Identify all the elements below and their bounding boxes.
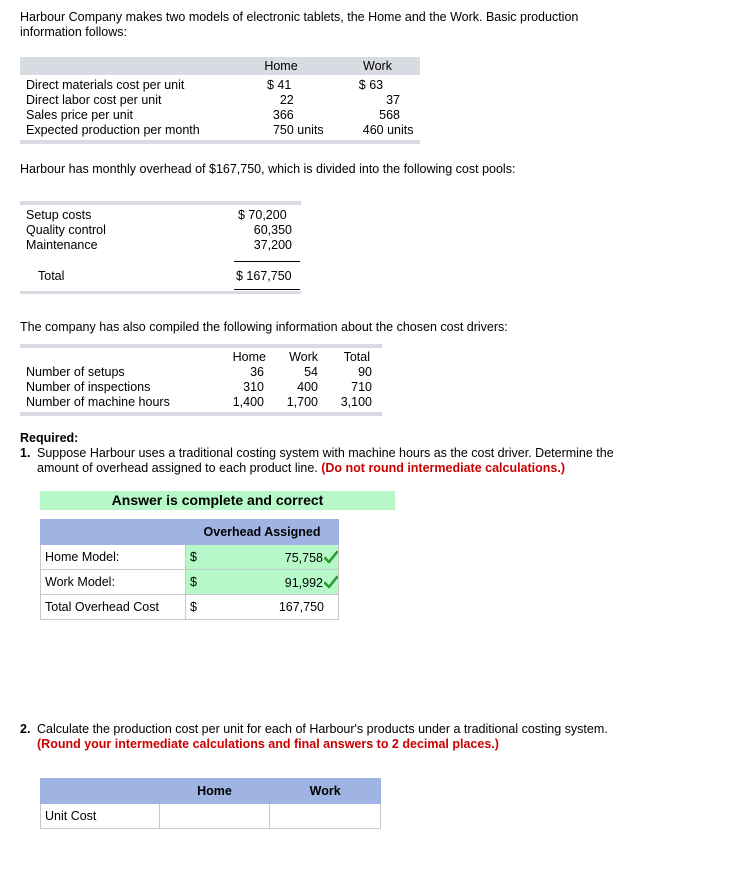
row-label: Number of inspections <box>26 380 151 394</box>
production-table <box>20 57 420 144</box>
intro-text <box>20 10 720 40</box>
work-value: $ 63 <box>358 78 384 92</box>
q2-note: (Round your intermediate calculations and final answers to 2 decimal places.) <box>37 737 499 751</box>
home-value: 22 <box>279 93 294 107</box>
home-value: $ 41 <box>266 78 292 92</box>
drivers-intro: The company has also compiled the following information about the chosen cost drivers: <box>20 320 508 334</box>
q1-home-value: 75,758 <box>284 550 323 565</box>
table-row <box>20 93 420 108</box>
table-row <box>41 595 339 620</box>
table-row <box>41 545 339 570</box>
cost-pools-total-label: Total <box>38 269 65 283</box>
drivers-col-total: Total <box>343 350 370 364</box>
row-label: Maintenance <box>26 238 98 252</box>
drivers-bottom-bar <box>20 412 382 416</box>
production-rows <box>20 78 420 138</box>
home-value: 1,400 <box>232 395 264 409</box>
q2-home-unit-cost-input[interactable] <box>159 804 270 829</box>
production-footer-bar <box>20 140 420 144</box>
row-label: Quality control <box>26 223 106 237</box>
total-value: 3,100 <box>340 395 372 409</box>
row-label: Direct materials cost per unit <box>26 78 185 92</box>
q2-line-1: Calculate the production cost per unit for each of Harbour's products under a traditional costing system. <box>37 722 608 736</box>
cost-pools-top-bar <box>20 201 301 205</box>
q1-dollar: $ <box>186 570 203 595</box>
cost-pools-bottom-bar <box>20 291 301 294</box>
table-row <box>20 380 382 395</box>
overhead-intro: Harbour has monthly overhead of $167,750, which is divided into the following cost pools: <box>20 162 516 176</box>
total-value: 710 <box>351 380 372 394</box>
total-rule-1 <box>234 289 300 290</box>
production-col-work: Work <box>363 59 392 73</box>
work-value: 54 <box>304 365 318 379</box>
drivers-col-work: Work <box>289 350 318 364</box>
table-row <box>20 123 420 138</box>
table-row <box>20 208 300 223</box>
required-heading: Required: <box>20 431 79 445</box>
drivers-top-bar <box>20 344 382 348</box>
work-value: 460 units <box>362 123 414 137</box>
drivers-col-home: Home <box>232 350 266 364</box>
table-row <box>20 238 300 253</box>
answer-banner-text: Answer is complete and correct <box>111 492 324 508</box>
intro-line-2: information follows: <box>20 25 127 39</box>
cost-pools-rows <box>20 208 300 253</box>
row-value: 37,200 <box>253 238 292 252</box>
q1-dollar: $ <box>186 545 203 570</box>
table-row <box>41 804 381 829</box>
home-value: 36 <box>250 365 264 379</box>
home-value: 310 <box>243 380 264 394</box>
total-value: 90 <box>358 365 372 379</box>
table-row <box>20 78 420 93</box>
check-icon <box>324 550 338 564</box>
q1-header-blank <box>41 520 186 545</box>
production-col-home: Home <box>264 59 298 73</box>
table-row <box>41 570 339 595</box>
required-section <box>20 431 720 476</box>
row-label: Direct labor cost per unit <box>26 93 162 107</box>
home-value: 750 units <box>272 123 324 137</box>
q1-row-label: Home Model: <box>41 545 186 570</box>
q1-total-value: 167,750 <box>202 595 339 620</box>
drivers-rows <box>20 350 382 410</box>
q1-home-answer-field[interactable] <box>202 545 339 570</box>
row-label: Number of machine hours <box>26 395 170 409</box>
q2-col-home: Home <box>159 779 270 804</box>
q2-answer-table <box>40 778 381 829</box>
drivers-table <box>20 344 382 416</box>
row-label: Number of setups <box>26 365 125 379</box>
table-row <box>20 223 300 238</box>
work-value: 37 <box>386 93 400 107</box>
row-value: $ 70,200 <box>238 208 287 222</box>
cost-pools-table <box>20 201 301 283</box>
q2-number: 2. <box>20 722 31 736</box>
table-row <box>20 350 382 365</box>
row-label: Sales price per unit <box>26 108 134 122</box>
cost-pools-total-value: $ 167,750 <box>236 269 292 283</box>
subtotal-rule <box>234 261 300 262</box>
q2-header-blank <box>41 779 160 804</box>
table-row <box>20 108 420 123</box>
check-icon <box>324 575 338 589</box>
row-label: Expected production per month <box>26 123 200 137</box>
work-value: 1,700 <box>286 395 318 409</box>
q1-answer-table <box>40 519 339 620</box>
row-label: Setup costs <box>26 208 92 222</box>
q2-row-label: Unit Cost <box>41 804 160 829</box>
q1-number: 1. <box>20 446 31 460</box>
home-value: 366 <box>272 108 294 122</box>
q1-header-overhead: Overhead Assigned <box>186 520 339 545</box>
q2-col-work: Work <box>270 779 381 804</box>
table-row <box>20 365 382 380</box>
q1-note: (Do not round intermediate calculations.) <box>321 461 566 475</box>
q1-row-label: Total Overhead Cost <box>41 595 186 620</box>
q1-line-1: Suppose Harbour uses a traditional costing system with machine hours as the cost driver. Determine the <box>37 446 614 460</box>
q1-work-value: 91,992 <box>284 575 323 590</box>
intro-line-1: Harbour Company makes two models of electronic tablets, the Home and the Work. Basic production <box>20 10 579 24</box>
q1-work-answer-field[interactable] <box>202 570 339 595</box>
q2-section <box>20 722 730 752</box>
q2-work-unit-cost-input[interactable] <box>270 804 381 829</box>
work-value: 400 <box>297 380 318 394</box>
answer-banner <box>40 491 395 510</box>
work-value: 568 <box>379 108 400 122</box>
row-value: 60,350 <box>253 223 292 237</box>
q1-dollar: $ <box>186 595 203 620</box>
table-row <box>20 395 382 410</box>
q1-line-2: amount of overhead assigned to each product line. <box>37 461 318 475</box>
q1-row-label: Work Model: <box>41 570 186 595</box>
